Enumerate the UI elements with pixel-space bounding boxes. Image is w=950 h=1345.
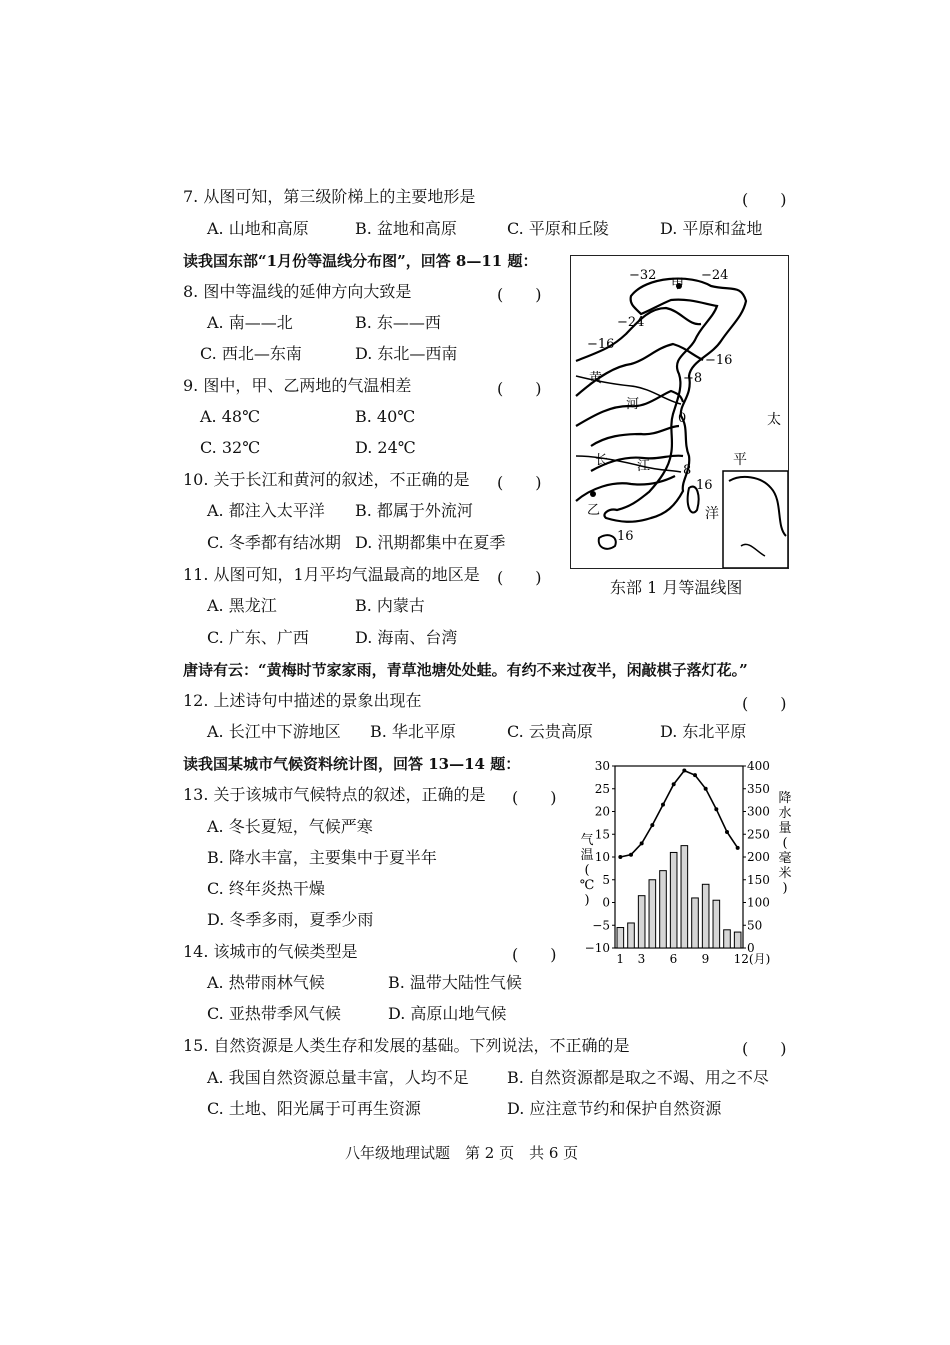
map-label-0: 0 (678, 411, 687, 426)
map-label-jiang: 江 (637, 459, 651, 474)
precip-tick-label: 300 (747, 804, 770, 819)
precipitation-bar (660, 871, 667, 948)
q7-option-d: D. 平原和盆地 (660, 219, 763, 238)
temperature-point (650, 823, 654, 827)
temp-tick-label: 30 (594, 759, 610, 773)
q11-option-d: D. 海南、台湾 (355, 628, 458, 647)
q14-stem: 14. 该城市的气候类型是 (183, 942, 358, 961)
q13-stem: 13. 关于该城市气候特点的叙述，正确的是 (183, 785, 486, 804)
precipitation-bar (649, 880, 656, 948)
temp-tick-label: 15 (594, 827, 610, 842)
x-tick-label: 12(月) (733, 952, 771, 966)
q11-answer-paren: ( ) (497, 568, 542, 587)
precip-tick-label: 200 (747, 850, 770, 864)
temperature-point (629, 853, 633, 857)
q15-stem: 15. 自然资源是人类生存和发展的基础。下列说法，不正确的是 (183, 1036, 630, 1055)
temperature-axis-label: 温 (580, 848, 594, 863)
temperature-point (714, 807, 718, 811)
temp-tick-label: 10 (594, 850, 610, 864)
q14-option-c: C. 亚热带季风气候 (207, 1004, 341, 1023)
q10-option-a: A. 都注入太平洋 (207, 501, 325, 520)
precipitation-bar (681, 846, 688, 948)
map-label-yi: 乙 (587, 503, 601, 518)
temp-tick-label: 25 (594, 781, 610, 796)
x-tick-label: 9 (701, 952, 710, 966)
q10-option-d: D. 汛期都集中在夏季 (355, 533, 506, 552)
q11-option-a: A. 黑龙江 (207, 596, 277, 615)
map-label-ping: 平 (733, 452, 747, 468)
q11-stem: 11. 从图可知，1月平均气温最高的地区是 (183, 565, 480, 584)
precipitation-bar (628, 923, 635, 948)
q13-option-c: C. 终年炎热干燥 (207, 879, 325, 898)
q14-option-b: B. 温带大陆性气候 (388, 973, 522, 992)
map-label-he: 河 (626, 397, 640, 412)
temp-tick-label: −5 (592, 918, 610, 933)
q15-option-a: A. 我国自然资源总量丰富，人均不足 (207, 1068, 469, 1087)
isotherm-map-drawing (571, 256, 788, 568)
map-label-16b: 16 (617, 529, 634, 544)
temperature-axis-label: ) (584, 893, 590, 908)
precip-tick-label: 0 (747, 941, 755, 955)
precipitation-axis-label: 量 (778, 821, 792, 836)
q8-option-b: B. 东——西 (355, 313, 441, 332)
x-tick-label: 1 (616, 952, 624, 966)
map-label-8: 8 (683, 463, 692, 478)
map-label-n16b: −16 (705, 353, 733, 368)
map-label-jia: 甲 (671, 277, 685, 292)
climate-chart (575, 752, 795, 974)
temperature-point (736, 846, 740, 850)
precip-tick-label: 400 (747, 759, 770, 773)
x-tick-label: 3 (637, 952, 646, 966)
q8-option-c: C. 西北—东南 (200, 344, 302, 363)
q14-answer-paren: ( ) (512, 945, 557, 964)
q15-answer-paren: ( ) (742, 1039, 787, 1058)
map-label-chang: 长 (595, 453, 609, 468)
chart-frame (615, 766, 743, 948)
temp-tick-label: 0 (602, 895, 610, 910)
page-footer: 八年级地理试题 第 2 页 共 6 页 (345, 1144, 579, 1162)
q8-stem: 8. 图中等温线的延伸方向大致是 (183, 282, 412, 301)
q15-option-d: D. 应注意节约和保护自然资源 (507, 1099, 722, 1118)
precip-tick-label: 250 (747, 827, 770, 842)
temperature-axis-label: ℃ (579, 878, 595, 893)
temperature-line (620, 771, 737, 857)
precipitation-bar (617, 928, 624, 948)
q10-option-c: C. 冬季都有结冰期 (207, 533, 341, 552)
map-caption: 东部 1 月等温线图 (610, 578, 743, 597)
precip-tick-label: 100 (747, 895, 770, 910)
q11-option-b: B. 内蒙古 (355, 596, 425, 615)
precipitation-bar (734, 932, 741, 948)
q12-option-a: A. 长江中下游地区 (207, 722, 341, 741)
temperature-point (640, 841, 644, 845)
q14-option-a: A. 热带雨林气候 (207, 973, 325, 992)
temp-tick-label: 20 (594, 804, 610, 819)
map-label-yang: 洋 (705, 506, 719, 522)
q13-option-a: A. 冬长夏短，气候严寒 (207, 817, 373, 836)
isotherm-map (570, 255, 789, 569)
map-label-n16a: −16 (587, 337, 615, 352)
temp-tick-label: 5 (602, 872, 610, 887)
precipitation-axis-label: ) (782, 881, 788, 896)
temperature-point (704, 787, 708, 791)
q9-option-b: B. 40℃ (355, 407, 416, 426)
q12-answer-paren: ( ) (742, 694, 787, 713)
precipitation-bar (638, 896, 645, 948)
q12-option-d: D. 东北平原 (660, 722, 747, 741)
precipitation-axis-label: 水 (778, 806, 792, 821)
q10-stem: 10. 关于长江和黄河的叙述，不正确的是 (183, 470, 470, 489)
map-label-tai: 太 (767, 412, 781, 428)
map-label-n32: −32 (629, 268, 657, 283)
q9-option-c: C. 32℃ (200, 438, 261, 457)
precipitation-bar (724, 930, 731, 948)
precipitation-bar (692, 898, 699, 948)
q7-option-c: C. 平原和丘陵 (507, 219, 609, 238)
q12-option-b: B. 华北平原 (370, 722, 456, 741)
intro-8-11: 读我国东部“1月份等温线分布图”，回答 8—11 题： (183, 252, 538, 270)
q12-stem: 12. 上述诗句中描述的景象出现在 (183, 691, 422, 710)
temperature-axis-label: 气 (580, 833, 594, 848)
temperature-axis-label: ( (584, 863, 590, 878)
precipitation-axis-label: 降 (778, 791, 792, 806)
q9-answer-paren: ( ) (497, 379, 542, 398)
q8-option-a: A. 南——北 (207, 313, 293, 332)
temperature-point (682, 769, 686, 773)
q7-stem: 7. 从图可知，第三级阶梯上的主要地形是 (183, 187, 476, 206)
q15-option-c: C. 土地、阳光属于可再生资源 (207, 1099, 421, 1118)
intro-13-14: 读我国某城市气候资料统计图，回答 13—14 题： (183, 755, 521, 773)
precipitation-axis-label: 毫 (778, 851, 792, 866)
map-label-n24b: −24 (617, 315, 645, 330)
map-label-n24a: −24 (701, 268, 729, 283)
precip-tick-label: 150 (747, 872, 770, 887)
temp-tick-label: −10 (584, 941, 610, 955)
q10-answer-paren: ( ) (497, 473, 542, 492)
precipitation-bar (670, 852, 677, 948)
q10-option-b: B. 都属于外流河 (355, 501, 473, 520)
poem-intro: 唐诗有云：“黄梅时节家家雨，青草池塘处处蛙。有约不来过夜半，闲敲棋子落灯花。” (183, 661, 748, 679)
map-label-n8: −8 (683, 371, 703, 386)
map-label-huang: 黄 (589, 371, 603, 386)
temperature-point (661, 803, 665, 807)
precipitation-bar (702, 884, 709, 948)
q13-answer-paren: ( ) (512, 788, 557, 807)
precipitation-bar (713, 900, 720, 948)
precip-tick-label: 50 (747, 918, 763, 933)
q8-answer-paren: ( ) (497, 285, 542, 304)
q7-option-a: A. 山地和高原 (207, 219, 309, 238)
q9-option-a: A. 48℃ (200, 407, 260, 426)
q15-option-b: B. 自然资源都是取之不竭、用之不尽 (507, 1068, 769, 1087)
precipitation-axis-label: ( (782, 836, 788, 851)
precipitation-axis-label: 米 (778, 866, 792, 881)
map-label-16a: 16 (696, 478, 713, 493)
temperature-point (672, 782, 676, 786)
q11-option-c: C. 广东、广西 (207, 628, 309, 647)
q8-option-d: D. 东北—西南 (355, 344, 458, 363)
q9-option-d: D. 24℃ (355, 438, 416, 457)
temperature-point (618, 855, 622, 859)
q12-option-c: C. 云贵高原 (507, 722, 593, 741)
q7-option-b: B. 盆地和高原 (355, 219, 457, 238)
temperature-point (693, 773, 697, 777)
q13-option-d: D. 冬季多雨，夏季少雨 (207, 910, 374, 929)
q13-option-b: B. 降水丰富，主要集中于夏半年 (207, 848, 437, 867)
x-tick-label: 6 (669, 952, 678, 966)
q7-answer-paren: ( ) (742, 190, 787, 209)
q9-stem: 9. 图中，甲、乙两地的气温相差 (183, 376, 412, 395)
temperature-point (725, 830, 729, 834)
q14-option-d: D. 高原山地气候 (388, 1004, 507, 1023)
precip-tick-label: 350 (747, 781, 770, 796)
